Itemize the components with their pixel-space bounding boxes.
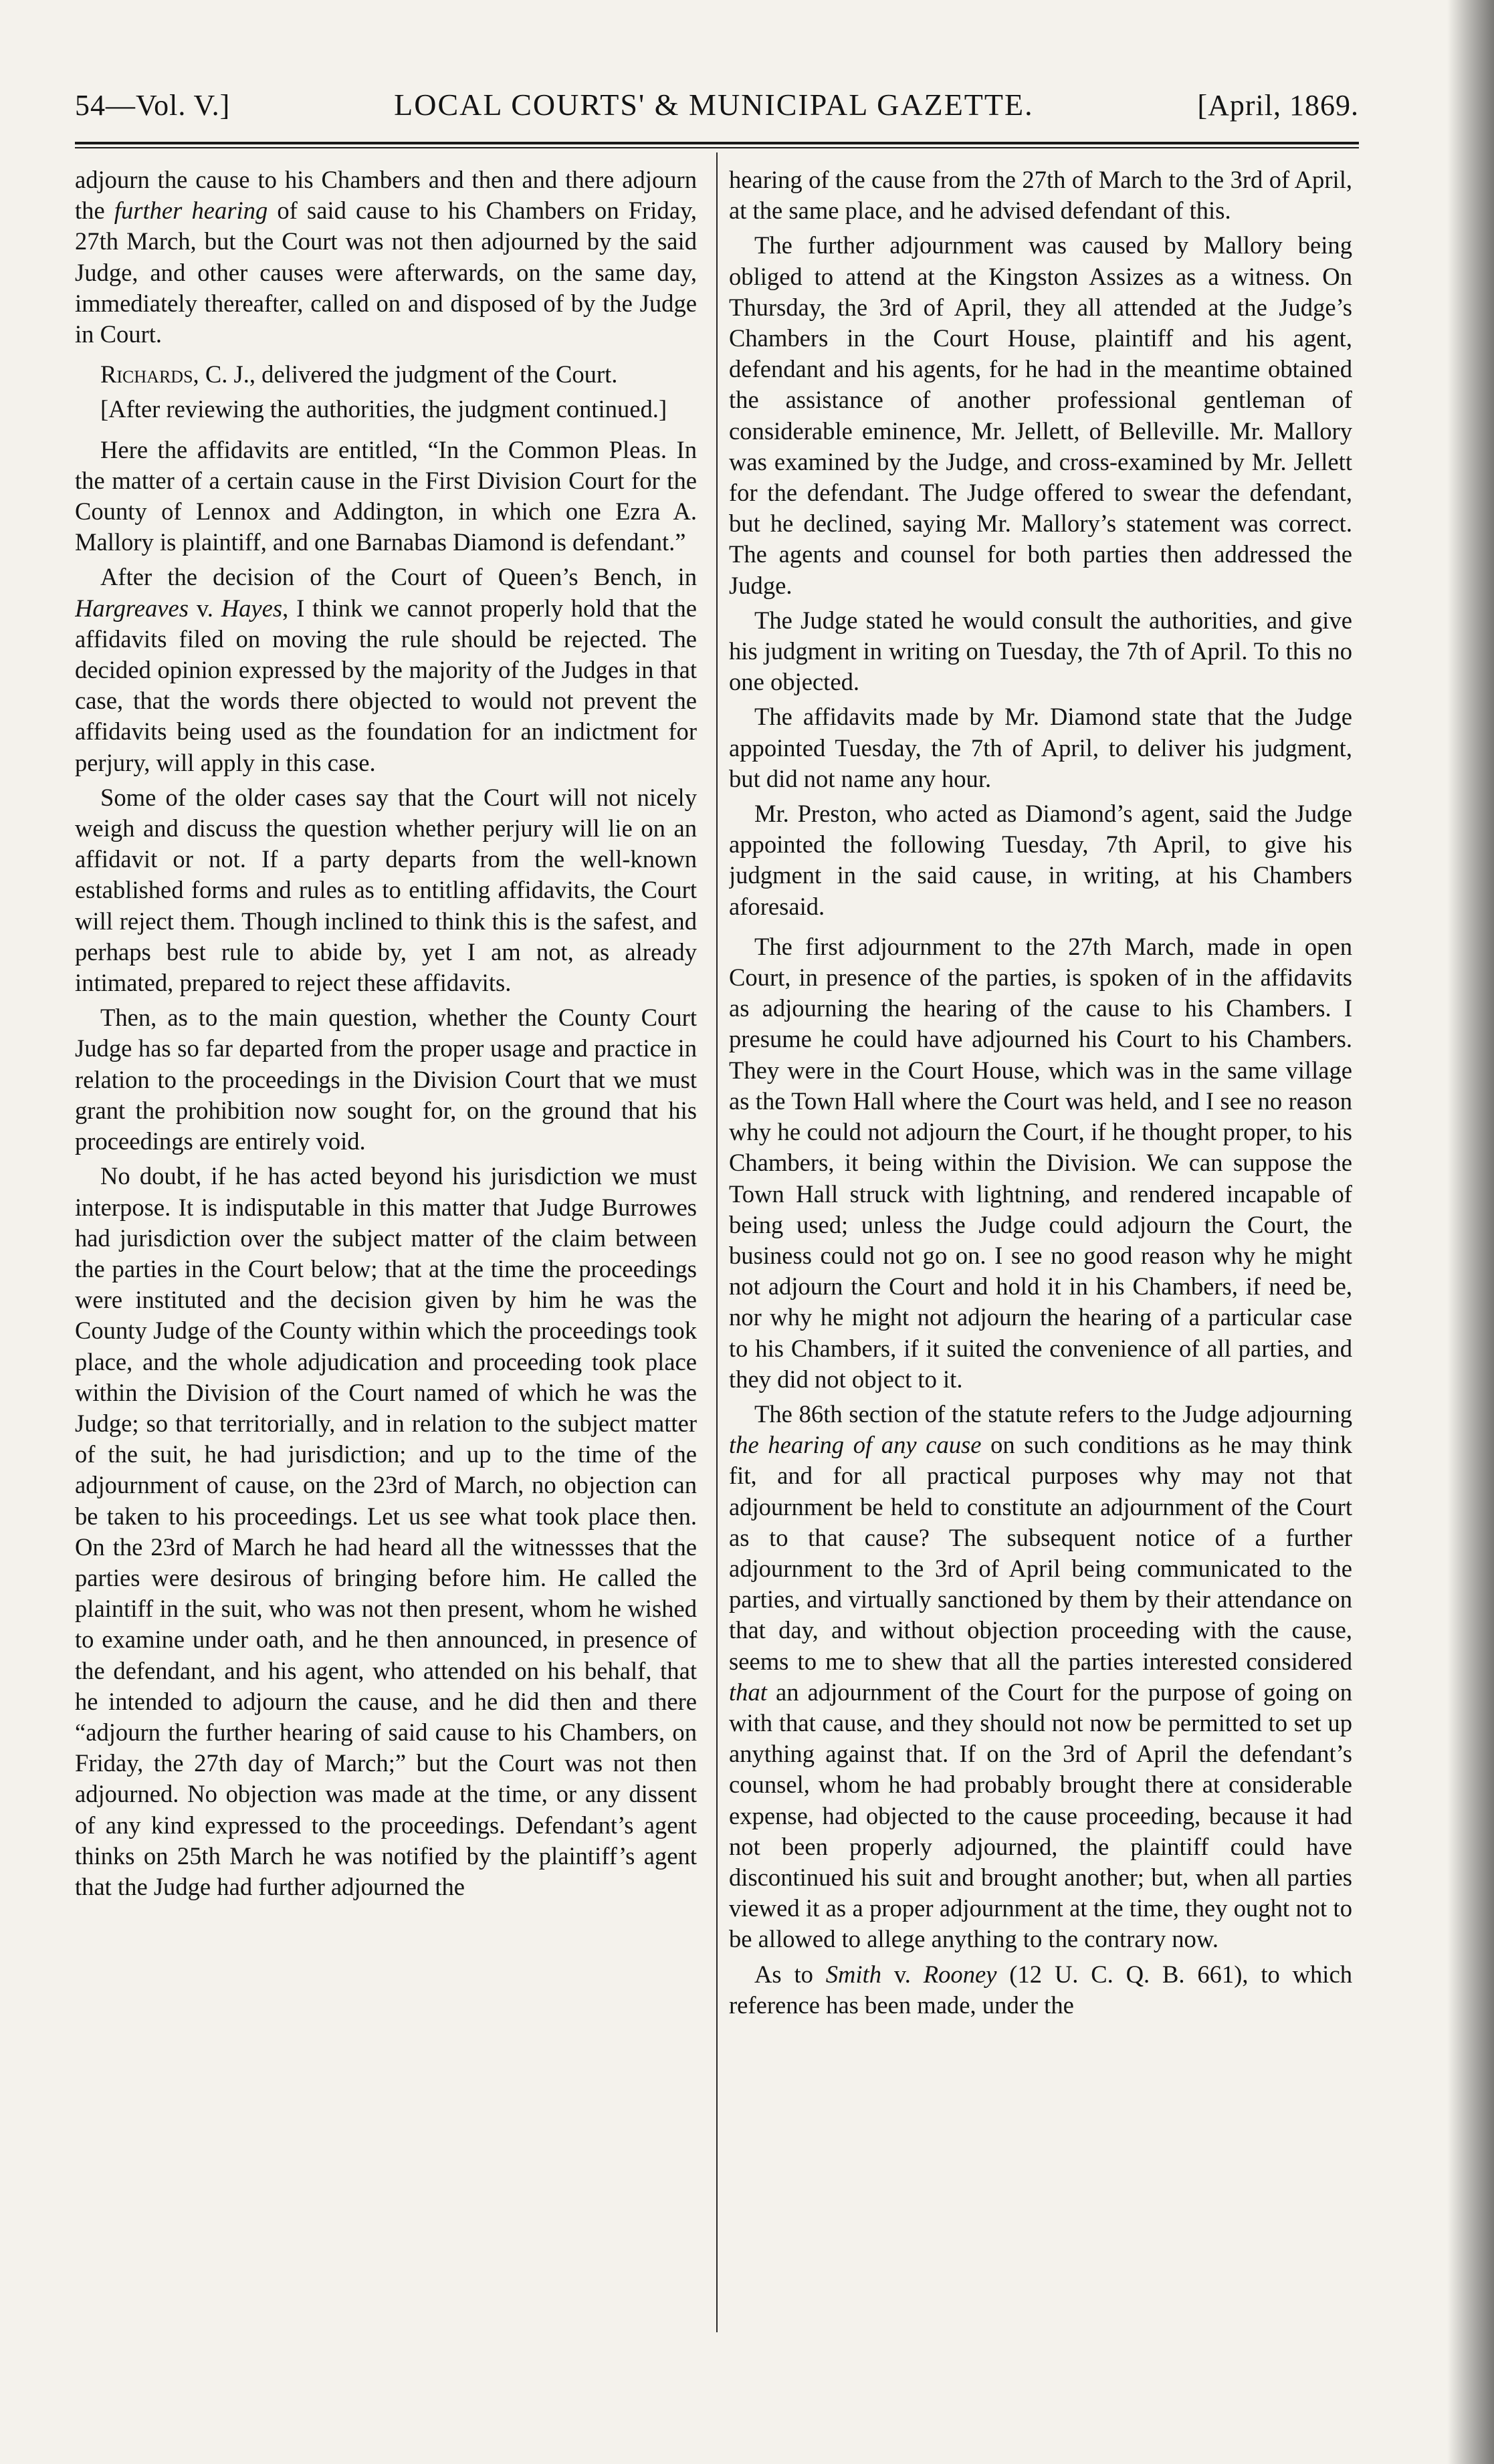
paragraph: The Judge stated he would consult the authorities, and give his judgment in writing on Tuesday, the 7th of April. To this no one objected. — [729, 606, 1352, 696]
paragraph: The first adjournment to the 27th March, made in open Court, in presence of the parties, is spoken of in the affidavits as adjourning the hearing of the cause to his Chambers. I presume he could have adjourned his Court to his Chambers. They were in the Court House, which was in the same village as the Town Hall where the Court was held, and I see no reason why he could not adjourn the Court, if he thought proper, to his Chambers, it being within the Division. We can suppose the Town Hall struck with lightning, and rendered incapable of being used; unless the Judge could adjourn the Court, the business could not go on. I see no good reason why he might not adjourn the Court and hold it in his Chambers, if need be, nor why he might not adjourn the hearing of a particular case to his Chambers, if it suited the convenience of all parties, and they did not object to it. — [729, 932, 1352, 1393]
paragraph: After the decision of the Court of Queen’s Bench, in Hargreaves v. Hayes, I think we cannot properly hold that the affidavits filed on moving the rule should be rejected. The decided opinion expressed by the majority of the Judges in that case, that the words there objected to would not prevent the affidavits being used as the foundation for an indictment for perjury, will apply in this case. — [75, 563, 697, 776]
paragraph: Then, as to the main question, whether the County Court Judge has so far departed from the proper usage and practice in relation to the proceedings in the Division Court that we must grant the prohibition now sought for, on the ground that his proceedings are entirely void. — [75, 1004, 697, 1155]
paragraph: Mr. Preston, who acted as Diamond’s agent, said the Judge appointed the following Tuesday, 7th April, to give his judgment in the said cause, in writing, at his Chambers aforesaid. — [729, 800, 1352, 920]
paragraph: As to Smith v. Rooney (12 U. C. Q. B. 661), to which reference has been made, under the — [729, 1960, 1352, 2019]
header-rule-thick — [75, 142, 1359, 144]
paragraph: Richards, C. J., delivered the judgment of the Court. — [100, 360, 618, 388]
left-column — [75, 164, 697, 2391]
paragraph: adjourn the cause to his Chambers and then and there adjourn the further hearing of said cause to his Chambers on Friday, 27th March, but the Court was not then adjourned by the said Judge, and other causes were afterwards, on the same day, immediately thereafter, called on and disposed of by the Judge in Court. — [75, 166, 697, 348]
paragraph: The 86th section of the statute refers to the Judge adjourning the hearing of any cause on such conditions as he may think fit, and for all practical purposes why may not that adjournment be held to constitute an adjournment of the Court as to that cause? The subsequent notice of a further adjournment to the 3rd of April being communicated to the parties, and virtually sanctioned by them by their attendance on that day, and without objection proceeding with the cause, seems to me to shew that all the parties interested considered that an adjournment of the Court for the purpose of going on with that cause, and they should not now be permitted to set up anything against that. If on the 3rd of April the defendant’s counsel, whom he had probably brought there at considerable expense, had objected to the cause proceeding, because it had not been properly adjourned, the plaintiff could have discontinued his suit and brought another; but, when all parties viewed it as a proper adjournment at the time, they ought not to be allowed to allege anything to the contrary now. — [729, 1399, 1352, 1953]
page-volume: 54—Vol. V.] — [75, 89, 231, 122]
scan-edge-shadow — [1447, 0, 1494, 2464]
paragraph: hearing of the cause from the 27th of March to the 3rd of April, at the same place, and he advised defendant of this. — [729, 166, 1352, 225]
publication-title: LOCAL COURTS' & MUNICIPAL GAZETTE. — [394, 88, 1034, 122]
paragraph: Some of the older cases say that the Court will not nicely weigh and discuss the question whether perjury will lie on an affidavit or not. If a party departs from the well-known established forms and rules as to entitling affidavits, the Court will reject them. Though inclined to think this is the safest, and perhaps best rule to abide by, yet I am not, as already intimated, prepared to reject these affidavits. — [75, 783, 697, 997]
page-header — [75, 87, 1359, 134]
column-divider — [716, 152, 718, 2332]
paragraph: The further adjournment was caused by Mallory being obliged to attend at the Kingston Assizes as a witness. On Thursday, the 3rd of April, they all attended at the Judge’s Chambers in the Court House, plaintiff and his agent, defendant and his agents, for he had in the meantime obtained the assistance of another professional gentleman of considerable eminence, Mr. Jellett, of Belleville. Mr. Mallory was examined by the Judge, and cross-examined by Mr. Jellett for the defendant. The Judge offered to swear the defendant, but he declined, saying Mr. Mallory’s statement was correct. The agents and counsel for both parties then addressed the Judge. — [729, 231, 1352, 599]
header-rule-thin — [75, 147, 1359, 148]
right-column — [729, 164, 1352, 2391]
issue-date: [April, 1869. — [1197, 89, 1359, 122]
paragraph: [After reviewing the authorities, the judgment continued.] — [100, 395, 667, 423]
paragraph: The affidavits made by Mr. Diamond state that the Judge appointed Tuesday, the 7th of April, to deliver his judgment, but did not name any hour. — [729, 703, 1352, 792]
paragraph: No doubt, if he has acted beyond his jurisdiction we must interpose. It is indisputable in this matter that Judge Burrowes had jurisdiction over the subject matter of the claim between the parties in the Court below; that at the time the proceedings were instituted and the decision given by him he was the County Judge of the County within which the proceedings took place, and the whole adjudication and proceeding took place within the Division of the Court named of which he was the Judge; so that territorially, and in relation to the subject matter of the suit, he had jurisdiction; and up to the time of the adjournment of cause, on the 23rd of March, no objection can be taken to his proceedings. Let us see what took place then. On the 23rd of March he had heard all the witnessses that the parties were desirous of bringing before him. He called the plaintiff in the suit, who was not then present, whom he wished to examine under oath, and he then announced, in presence of the defendant, and his agent, who attended on his behalf, that he intended to adjourn the cause, and he did then and there “adjourn the further hearing of said cause to his Chambers, on Friday, the 27th day of March;” but the Court was not then adjourned. No objection was made at the time, or any dissent of any kind expressed to the proceedings. Defendant’s agent thinks on 25th March he was notified by the plaintiff’s agent that the Judge had further adjourned the — [75, 1162, 697, 1900]
paragraph: Here the affidavits are entitled, “In the Common Pleas. In the matter of a certain cause in the First Division Court for the County of Lennox and Addington, in which one Ezra A. Mallory is plaintiff, and one Barnabas Diamond is defendant.” — [75, 435, 697, 556]
